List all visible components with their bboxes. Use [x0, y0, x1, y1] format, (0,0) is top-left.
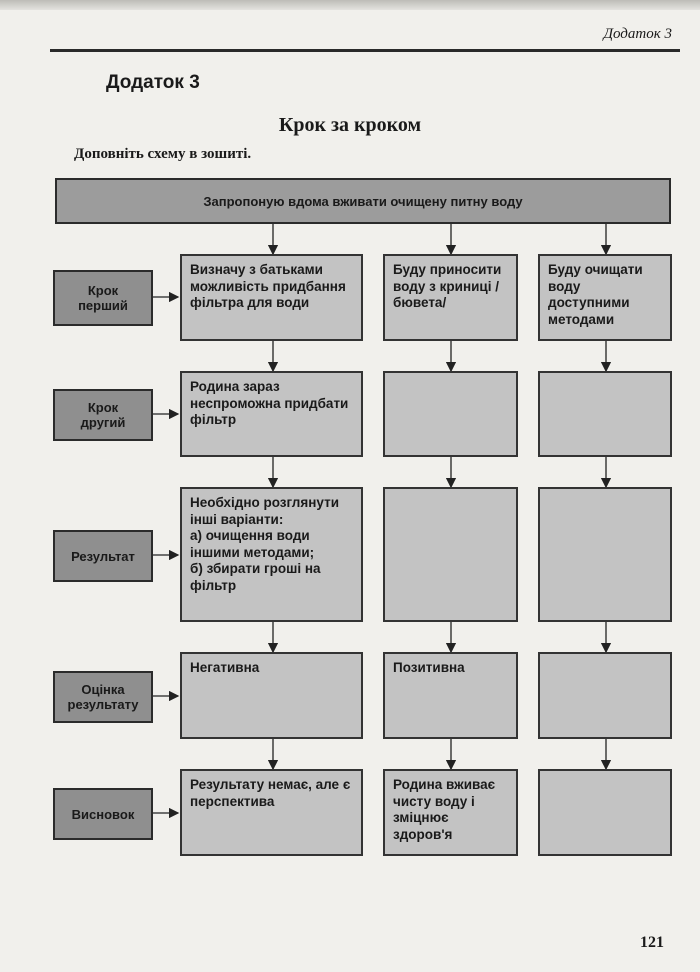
row-label-step2: Крок другий — [53, 389, 153, 441]
page-number: 121 — [640, 934, 664, 951]
row-label-result: Результат — [53, 530, 153, 582]
cell-result-col1: Необхідно розглянути інші варіанти: а) очищення води іншими методами; б) збирати гроші на фільтр — [180, 487, 363, 622]
appendix-title: Додаток 3 — [106, 72, 200, 93]
row-label-evaluation: Оцінка результату — [53, 671, 153, 723]
cell-step2-col3 — [538, 371, 672, 457]
cell-evaluation-col2: Позитивна — [383, 652, 518, 739]
row-label-step1: Крок перший — [53, 270, 153, 326]
section-title: Крок за кроком — [278, 114, 422, 136]
cell-step2-col2 — [383, 371, 518, 457]
cell-conclusion-col3 — [538, 769, 672, 856]
cell-evaluation-col3 — [538, 652, 672, 739]
instruction: Доповніть схему в зошиті. — [74, 146, 252, 162]
cell-conclusion-col2: Родина вживає чисту воду і зміцнює здоров'я — [383, 769, 518, 856]
cell-step2-col1: Родина зараз неспроможна придбати фільтр — [180, 371, 363, 457]
diagram-header: Запропоную вдома вживати очищену питну воду — [55, 178, 671, 224]
cell-step1-col3: Буду очищати воду доступними методами — [538, 254, 672, 341]
cell-step1-col1: Визначу з батьками можливість придбання фільтра для води — [180, 254, 363, 341]
cell-step1-col2: Буду приносити воду з криниці /бювета/ — [383, 254, 518, 341]
cell-evaluation-col1: Негативна — [180, 652, 363, 739]
cell-result-col2 — [383, 487, 518, 622]
cell-result-col3 — [538, 487, 672, 622]
row-label-conclusion: Висновок — [53, 788, 153, 840]
running-head-label: Додаток 3 — [603, 26, 672, 42]
cell-conclusion-col1: Результату немає, але є перспектива — [180, 769, 363, 856]
